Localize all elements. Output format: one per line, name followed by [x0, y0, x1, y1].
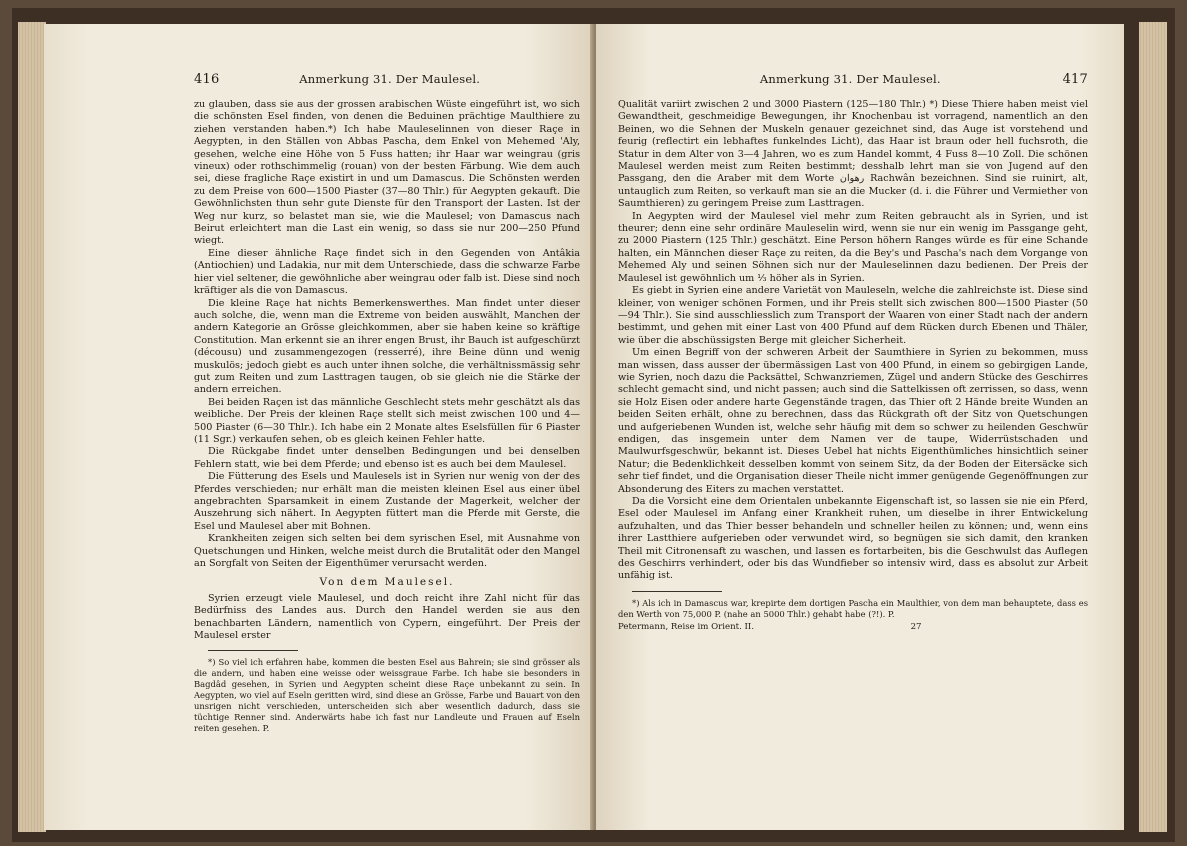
right-body-text	[618, 99, 1088, 583]
page-edges-left	[18, 22, 46, 832]
right-page-number: 417	[1062, 72, 1088, 87]
paragraph: Da die Vorsicht eine dem Orientalen unbekannte Eigenschaft ist, so lassen sie nie ein Pferd, Esel oder Maulesel im Anfang einer Krankheit ruhen, um dieselbe in ihrer Entwickelung aufzuhalten, und das Thier besser behandeln und schneller heilen zu können; und, wenn eins ihrer Lastthiere aufgerieben oder verwundet wird, so begnügen sie sich damit, den kranken Theil mit Citronensaft zu waschen, und lassen es fortarbeiten, bis die Geschwulst das Auflegen des Geschirrs verhindert, oder bis das Wundfieber so intensiv wird, dass es absolut zur Arbeit unfähig ist.	[618, 496, 1088, 582]
paragraph: Um einen Begriff von der schweren Arbeit der Saumthiere in Syrien zu bekommen, muss man wissen, dass ausser der übermässigen Last von 400 Pfund, in einem so gebirgigen Lande, wie Syrien, noch dazu die Packsättel, Schwanzriemen, Zügel und andern Stücke des Geschirres schlecht gemacht sind, und nicht passen; auch sind die Sattelkissen oft zerrissen, so dass, wenn sie Holz Eisen oder andere harte Gegenstände tragen, das Thier oft 2 Hände breite Wunden an beiden Seiten erhält, ohne zu berechnen, dass das Rückgrath oft der Sitz von Quetschungen und aufgeriebenen Wunden ist, welche sehr häufig mit dem so schwer zu heilenden Geschwür endigen, das insgemein unter dem Namen ver de taupe, Widerrüstschaden und Maulwurfsgeschwür, bekannt ist. Dieses Uebel hat nichts Eigenthümliches hinsichtlich seiner Natur; die Bedenklichkeit desselben kommt von seinem Sitz, da der Boden der Eitersäcke sich sehr tief findet, und die Organisation dieser Theile nicht immer genügende Gegenöffnungen zur Absonderung des Eiters zu machen verstattet.	[618, 347, 1088, 495]
right-running-head	[618, 72, 1088, 87]
paragraph: Die Fütterung des Esels und Maulesels ist in Syrien nur wenig von der des Pferdes verschieden; nur erhält man die meisten kleinen Esel aus einer übel angebrachten Sparsamkeit in einem Zustande der Magerkeit, welcher der Auszehrung sich nähert. In Aegypten füttert man die Pferde mit Gerste, die Esel und Maulesel aber mit Bohnen.	[194, 471, 580, 532]
paragraph: Es giebt in Syrien eine andere Varietät von Mauleseln, welche die zahlreichste ist. Diese sind kleiner, von weniger schönen Formen, und ihr Preis stellt sich zwischen 800—1500 Piaster (50—94 Thlr.). Sie sind ausschliesslich zum Transport der Waaren von einer Stadt nach der andern bestimmt, und gehen mit einer Last von 400 Pfund auf dem Rücken durch Ebenen und Thäler, wie über die abschüssigsten Berge mit gleicher Sicherheit.	[618, 285, 1088, 346]
paragraph: In Aegypten wird der Maulesel viel mehr zum Reiten gebraucht als in Syrien, und ist theurer; denn eine sehr ordinäre Mauleselin wird, wenn sie nur ein wenig im Passgange geht, zu 2000 Piastern (125 Thlr.) geschätzt. Eine Person höhern Ranges würde es für eine Schande halten, ein Männchen dieser Raçe zu reiten, da die Bey's und Pascha's nach dem Vorgange von Mehemed Aly und seinen Söhnen sich nur der Mauleselinnen dazu bedienen. Der Preis der Maulesel ist gewöhnlich um ⅓ höher als in Syrien.	[618, 210, 1088, 284]
left-page	[44, 24, 592, 830]
paragraph: Qualität variirt zwischen 2 und 3000 Piastern (125—180 Thlr.) *) Diese Thiere haben meist viel Gewandtheit, geschmeidige Bewegungen, ihr Knochenbau ist vorragend, namentlich an den Beinen, wo die Sehnen der Muskeln genauer gezeichnet sind, das Auge ist vorstehend und feurig (reflectirt ein lebhaftes funkelndes Licht), das Haar ist braun oder hell fuchsroth, die Statur in dem Alter von 3—4 Jahren, wo es zum Handel kommt, 4 Fuss 8—10 Zoll. Die schönen Maulesel werden meist zum Reiten bestimmt; desshalb lehrt man sie von Jugend auf den Passgang, den die Araber mit dem Worte رهوان Rachwân bezeichnen. Sind sie ruinirt, alt, untauglich zum Reiten, so verkauft man sie an die Mucker (d. i. die Führer und Vermiether von Saumthieren) zu geringem Preise zum Lasttragen.	[618, 99, 1088, 210]
right-page	[596, 24, 1124, 830]
paragraph: Eine dieser ähnliche Raçe findet sich in den Gegenden von Antâkia (Antiochien) und Ladakia, nur mit dem Unterschiede, dass die schwarze Farbe hier viel seltener, die gewöhnliche aber weingrau oder falb ist. Diese sind noch kräftiger als die von Damascus.	[194, 247, 580, 297]
right-footnote	[618, 598, 1088, 620]
left-body-text	[194, 99, 580, 642]
footnote-rule	[208, 650, 298, 651]
footnote-text: *) Als ich in Damascus war, krepirte dem dortigen Pascha ein Maulthier, von dem man behauptete, dass es den Werth von 75,000 P. (nahe an 5000 Thlr.) gehabt habe (?!). P.	[618, 597, 1088, 619]
footnote-rule	[632, 591, 722, 592]
paragraph: Die kleine Raçe hat nichts Bemerkenswerthes. Man findet unter dieser auch solche, die, wenn man die Extreme von beiden auswählt, Manchen der andern Kategorie an Grösse gleichkommen, aber sie haben keine so kräftige Constitution. Man erkennt sie an ihrer engen Brust, ihr Bauch ist aufgeschürzt (décousu) und zusammengezogen (resserré), ihre Beine dünn und wenig muskulös; jedoch giebt es auch unter ihnen solche, die verhältnissmässig sehr gut zum Reiten und zum Lasttragen taugen, ob sie gleich nie die Stärke der andern erreichen.	[194, 297, 580, 396]
signature-left: Petermann, Reise im Orient. II.	[618, 621, 755, 632]
left-page-number: 416	[194, 72, 220, 87]
left-footnote	[194, 657, 580, 734]
signature-right: 27	[910, 621, 922, 632]
section-title: Von dem Maulesel.	[319, 576, 455, 589]
right-running-title: Anmerkung 31. Der Maulesel.	[759, 72, 941, 86]
signature-line	[618, 622, 1088, 632]
page-edges-right	[1139, 22, 1167, 832]
left-running-head	[194, 72, 580, 87]
paragraph: Bei beiden Raçen ist das männliche Geschlecht stets mehr geschätzt als das weibliche. Der Preis der kleinen Raçe stellt sich meist zwischen 100 und 4—500 Piaster (6—30 Thlr.). Ich habe ein 2 Monate altes Eselsfüllen für 6 Piaster (11 Sgr.) verkaufen sehen, ob es gleich keinen Fehler hatte.	[194, 396, 580, 445]
paragraph: Krankheiten zeigen sich selten bei dem syrischen Esel, mit Ausnahme von Quetschungen und Hinken, welche meist durch die Brutalität oder den Mangel an Sorgfalt von Seiten der Eigenthümer verursacht werden.	[194, 533, 580, 570]
paragraph: Die Rückgabe findet unter denselben Bedingungen und bei denselben Fehlern statt, wie bei dem Pferde; und ebenso ist es auch bei dem Maulesel.	[194, 446, 580, 470]
paragraph: zu glauben, dass sie aus der grossen arabischen Wüste eingeführt ist, wo sich die schönsten Esel finden, von denen die Beduinen prächtige Maulthiere zu ziehen verstanden haben.*) Ich habe Mauleselinnen von dieser Raçe in Aegypten, in den Ställen von Abbas Pascha, dem Enkel von Mehemed 'Aly, gesehen, welche eine Höhe von 5 Fuss hatten; ihr Haar war weingrau (gris vineux) oder rothschimmelig (rouan) von der besten Färbung. Wie dem auch sei, diese fragliche Raçe existirt in und um Damascus. Die Schönsten werden zu dem Preise von 600—1500 Piaster (37—80 Thlr.) für Aegypten gekauft. Die Gewöhnlichsten thun sehr gute Dienste für den Transport der Lasten. Ist der Weg nur kurz, so belastet man sie, wie die Maulesel; von Damascus nach Beirut erleichtert man die Last ein wenig, so dass sie nur 200—250 Pfund wiegt.	[194, 99, 580, 247]
footnote-text: *) So viel ich erfahren habe, kommen die besten Esel aus Bahrein; sie sind grösser als die andern, und haben eine weisse oder weissgraue Farbe. Ich habe sie besonders in Bagdâd gesehen, in Syrien und Aegypten scheint diese Raçe unbekannt zu sein. In Aegypten, wo viel auf Eseln geritten wird, sind diese an Grösse, Farbe und Bauart von den unsrigen nicht verschieden, unterscheiden sich aber wesentlich dadurch, dass sie tüchtige Renner sind. Anderwärts habe ich fast nur Landleute und Frauen auf Eseln reiten gesehen. P.	[194, 657, 580, 734]
left-running-title: Anmerkung 31. Der Maulesel.	[299, 72, 481, 86]
paragraph: Syrien erzeugt viele Maulesel, und doch reicht ihre Zahl nicht für das Bedürfniss des Landes aus. Durch den Handel werden sie aus den benachbarten Ländern, namentlich von Cypern, eingeführt. Der Preis der Maulesel erster	[194, 592, 580, 642]
